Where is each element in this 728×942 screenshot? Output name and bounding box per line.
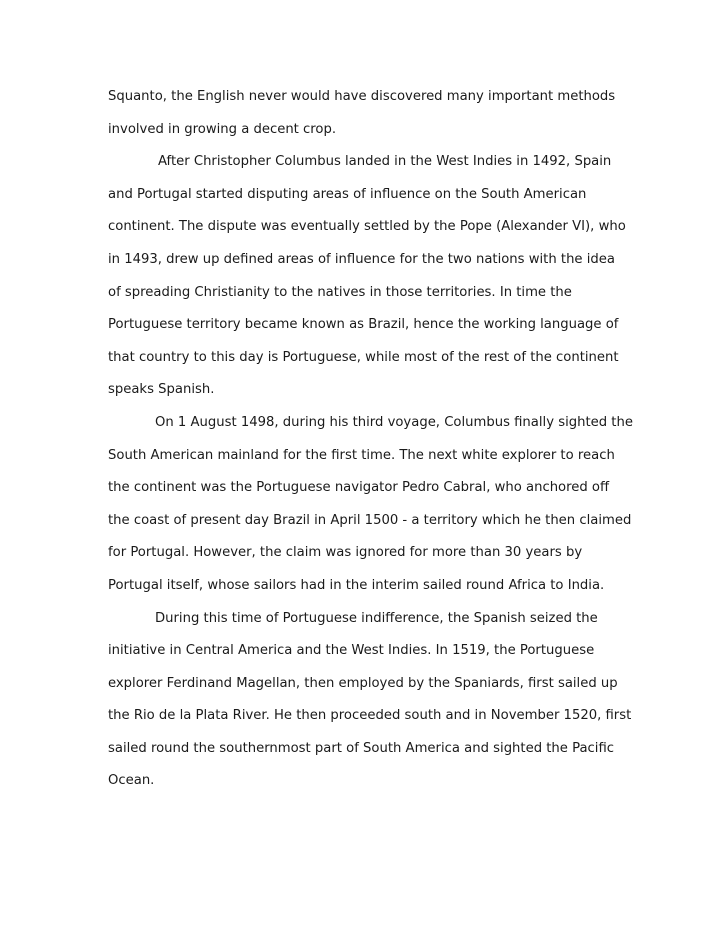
text-line: for Portugal. However, the claim was ignored for more than 30 years by [108, 545, 583, 561]
text-line: Portugal itself, whose sailors had in the interim sailed round Africa to India. [108, 577, 605, 593]
paragraph-4 [108, 603, 638, 799]
text-line: During this time of Portuguese indifference, the Spanish seized the [155, 610, 598, 626]
text-line: involved in growing a decent crop. [108, 121, 337, 137]
text-line: of spreading Christianity to the natives in those territories. In time the [108, 284, 572, 300]
text-line: and Portugal started disputing areas of influence on the South American [108, 186, 587, 202]
text-line: speaks Spanish. [108, 382, 215, 398]
document-text [108, 81, 638, 798]
text-line: the coast of present day Brazil in April 1500 - a territory which he then claimed [108, 512, 632, 528]
text-line: that country to this day is Portuguese, while most of the rest of the continent [108, 349, 619, 365]
text-line: the Rio de la Plata River. He then proceeded south and in November 1520, first [108, 708, 632, 724]
paragraph-1 [108, 81, 638, 146]
text-line: in 1493, drew up defined areas of influence for the two nations with the idea [108, 251, 615, 267]
text-line: sailed round the southernmost part of South America and sighted the Pacific [108, 740, 615, 756]
paragraph-3 [108, 407, 638, 603]
text-line: Portuguese territory became known as Brazil, hence the working language of [108, 317, 619, 333]
text-line: Ocean. [108, 773, 155, 789]
text-line: continent. The dispute was eventually settled by the Pope (Alexander VI), who [108, 219, 626, 235]
paragraph-2 [108, 146, 638, 407]
text-line: the continent was the Portuguese navigator Pedro Cabral, who anchored off [108, 480, 610, 496]
text-line: initiative in Central America and the West Indies. In 1519, the Portuguese [108, 643, 595, 659]
text-line: South American mainland for the first time. The next white explorer to reach [108, 447, 615, 463]
text-line: Squanto, the English never would have discovered many important methods [108, 89, 616, 104]
text-line: On 1 August 1498, during his third voyage, Columbus finally sighted the [155, 414, 633, 430]
text-line: explorer Ferdinand Magellan, then employed by the Spaniards, first sailed up [108, 675, 618, 691]
text-line: After Christopher Columbus landed in the West Indies in 1492, Spain [158, 154, 612, 170]
